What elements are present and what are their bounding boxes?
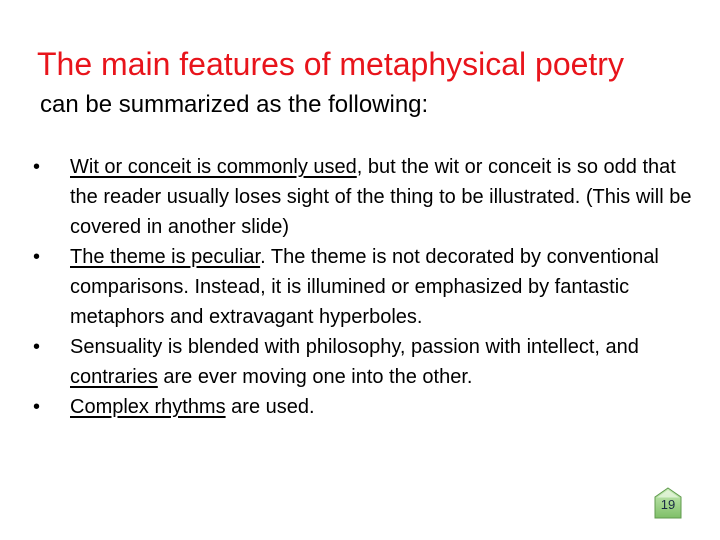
bullet-key-phrase: contraries (70, 366, 158, 388)
bullet-text: , but the wit or conceit is so odd that the reader usually loses sight of the thing to be illustrated. (This will be covered in another slide) (70, 156, 692, 238)
bullet-key-phrase: Complex rhythms (70, 396, 226, 418)
page-number: 19 (660, 497, 676, 512)
bullet-text: are used. (225, 396, 315, 418)
bullet-icon: • (33, 246, 41, 268)
bullet-item (33, 242, 693, 332)
bullet-key-phrase: The theme is peculiar (70, 246, 261, 268)
bullet-icon: • (33, 156, 41, 178)
bullet-key-phrase: Wit or conceit is commonly used (70, 156, 357, 178)
slide-title: The main features of metaphysical poetry (37, 46, 624, 82)
bullet-icon: • (33, 396, 41, 418)
bullet-text: are ever moving one into the other. (157, 366, 473, 388)
bullet-text: . The theme is not decorated by conventional comparisons. Instead, it is illumined or emphasized by fantastic metaphors and extravagant hyperboles. (70, 246, 659, 328)
bullet-icon: • (33, 336, 41, 358)
bullet-item (33, 332, 693, 392)
slide-subtitle: can be summarized as the following: (40, 91, 429, 118)
page-number-badge[interactable] (654, 487, 682, 519)
bullet-list (33, 152, 693, 422)
bullet-item (33, 392, 693, 422)
bullet-text: Sensuality is blended with philosophy, passion with intellect, and (70, 336, 639, 358)
bullet-item (33, 152, 693, 242)
